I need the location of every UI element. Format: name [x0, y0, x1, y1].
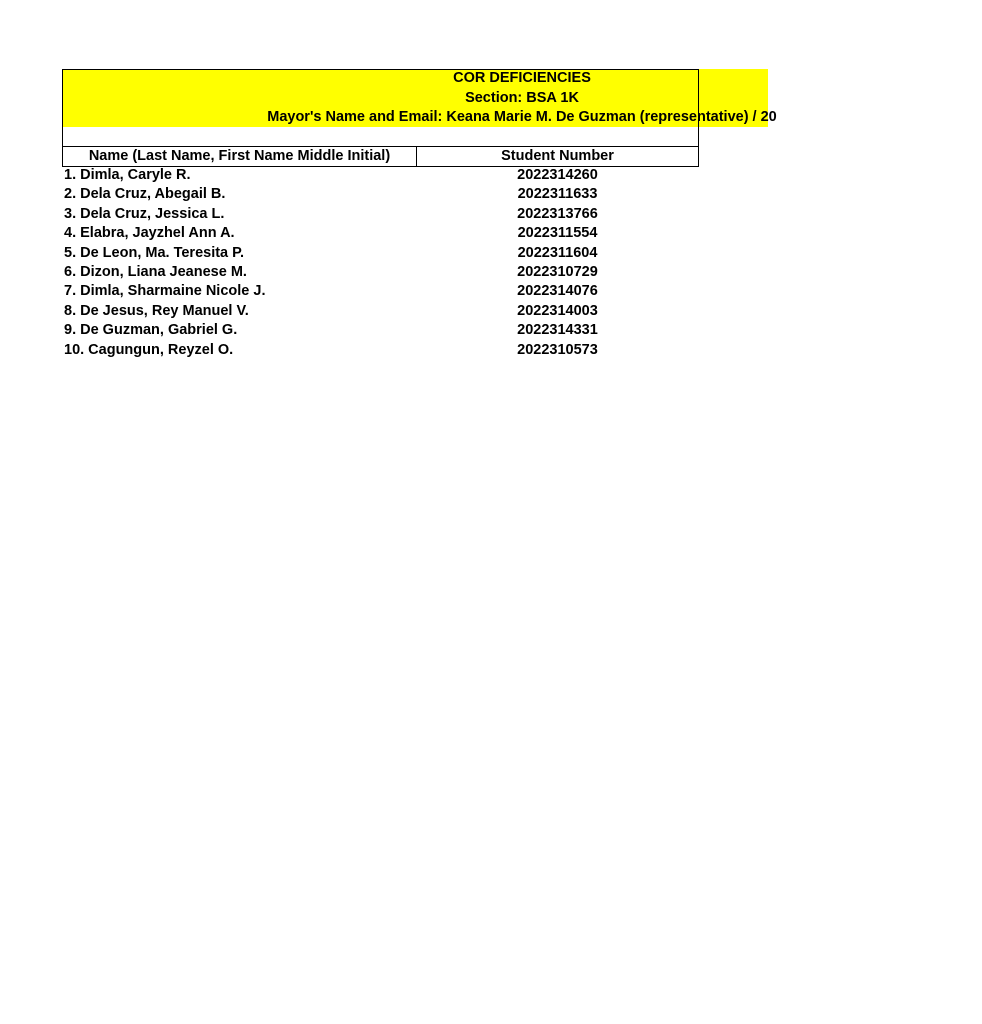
student-name: 1. Dimla, Caryle R. [64, 167, 191, 183]
mayor-info-cell [62, 107, 777, 127]
table-row [62, 321, 699, 340]
student-list [62, 166, 699, 360]
table-row [62, 205, 699, 224]
student-name: 2. Dela Cruz, Abegail B. [64, 186, 226, 203]
student-name: 8. De Jesus, Rey Manuel V. [64, 302, 249, 319]
student-number: 2022313766 [517, 205, 598, 222]
mayor-info: Mayor's Name and Email: Keana Marie M. De Guzman (representative) / 20 [267, 109, 777, 125]
student-number: 2022311604 [517, 244, 598, 261]
table-row [62, 185, 699, 204]
student-name: 3. Dela Cruz, Jessica L. [64, 205, 225, 222]
student-name: 9. De Guzman, Gabriel G. [64, 322, 238, 339]
section-label: Section: BSA 1K [465, 90, 579, 106]
student-name: 6. Dizon, Liana Jeanese M. [64, 263, 247, 280]
student-number: 2022314260 [517, 167, 598, 183]
student-number: 2022311633 [517, 186, 598, 203]
student-name: 4. Elabra, Jayzhel Ann A. [64, 225, 235, 242]
document-title: COR DEFICIENCIES [453, 70, 591, 86]
table-row [62, 263, 699, 282]
table-row [62, 341, 699, 360]
student-name: 10. Cagungun, Reyzel O. [64, 341, 234, 358]
table-row [62, 302, 699, 321]
table-row [62, 244, 699, 263]
column-header-student-number: Student Number [416, 146, 699, 167]
student-number: 2022311554 [517, 225, 598, 242]
student-name: 7. Dimla, Sharmaine Nicole J. [64, 283, 266, 300]
student-number: 2022314331 [517, 322, 598, 339]
table-row [62, 282, 699, 301]
table-row [62, 166, 699, 185]
table-row [62, 224, 699, 243]
column-header-name: Name (Last Name, First Name Middle Initial) [62, 146, 417, 167]
student-number: 2022314003 [517, 302, 598, 319]
student-number: 2022310573 [517, 341, 598, 358]
student-name: 5. De Leon, Ma. Teresita P. [64, 244, 244, 261]
student-number: 2022314076 [517, 283, 598, 300]
student-number: 2022310729 [517, 263, 598, 280]
